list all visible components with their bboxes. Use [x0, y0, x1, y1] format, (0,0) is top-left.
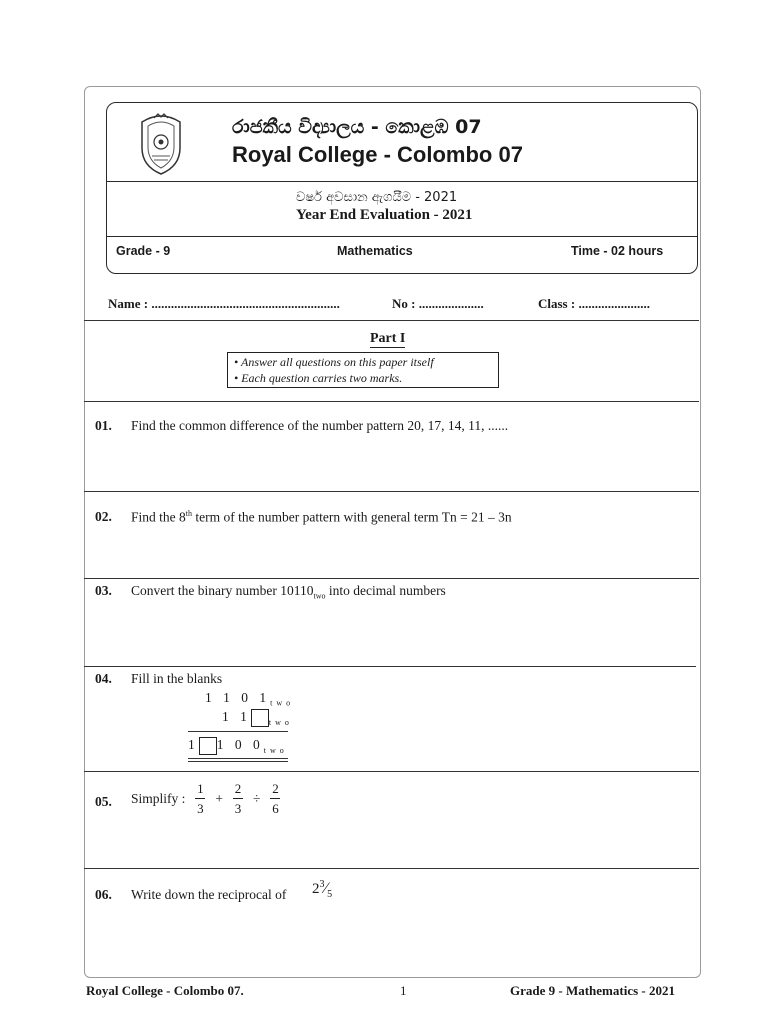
question-number: 01. — [95, 418, 112, 433]
question-text: Find the common difference of the number pattern 20, 17, 14, 11, ...... — [131, 418, 509, 433]
question-text-part: Convert the binary number 10110 — [131, 583, 314, 598]
section-divider — [84, 401, 699, 402]
addition-digits: 1 1 — [222, 709, 251, 725]
school-crest-icon — [134, 112, 188, 176]
question-text-part: Find the 8 — [131, 509, 186, 525]
blank-box[interactable] — [199, 737, 217, 755]
section-divider — [84, 578, 699, 579]
addition-digits: 1 0 0 — [216, 737, 264, 753]
question-text-part: term of the number pattern with general term Tn = 21 – 3n — [192, 509, 512, 525]
class-field[interactable]: Class : ...................... — [538, 296, 650, 311]
fraction — [233, 782, 243, 815]
question-number: 05. — [95, 794, 112, 809]
denominator: 5 — [327, 889, 333, 900]
page-number: 1 — [400, 983, 407, 998]
question-text: Fill in the blanks — [131, 671, 223, 686]
question-number: 03. — [95, 583, 112, 598]
header-divider — [106, 181, 698, 182]
question-text — [131, 583, 446, 601]
school-name-english: Royal College - Colombo 07 — [232, 142, 523, 167]
sum-line — [188, 761, 288, 762]
part-title: Part I — [370, 331, 406, 346]
exam-title-english: Year End Evaluation - 2021 — [296, 207, 473, 223]
fraction — [270, 782, 280, 815]
instruction-item: • Answer all questions on this paper itself — [234, 355, 434, 369]
subject-label: Mathematics — [337, 244, 413, 258]
operator: + — [215, 790, 224, 806]
addition-row — [205, 690, 294, 708]
subscript: two — [268, 717, 293, 727]
fraction — [195, 782, 205, 815]
question-text: Write down the reciprocal of — [131, 887, 287, 902]
question-text-part: into decimal numbers — [325, 583, 446, 598]
fraction-slash-icon: ⁄ — [324, 880, 328, 897]
denominator: 3 — [234, 801, 242, 816]
question-label: Simplify : — [131, 790, 186, 806]
operator: ÷ — [253, 790, 261, 806]
section-divider — [84, 666, 696, 667]
question-text — [131, 782, 280, 815]
header-divider — [106, 236, 698, 237]
number-field[interactable]: No : .................... — [392, 296, 484, 311]
addition-digits: 1 — [188, 737, 199, 753]
mixed-number — [312, 879, 332, 900]
section-divider — [84, 771, 699, 772]
footer-subject: Grade 9 - Mathematics - 2021 — [510, 983, 675, 998]
denominator: 3 — [197, 801, 204, 816]
numerator: 3 — [319, 879, 325, 890]
blank-box[interactable] — [251, 709, 269, 727]
numerator: 2 — [272, 781, 279, 796]
school-name-sinhala: රාජකීය විද්‍යාලය - කොළඹ 07 — [232, 116, 482, 138]
addition-row — [188, 737, 288, 755]
superscript: th — [185, 509, 192, 518]
addition-digits: 1 1 0 1 — [205, 690, 271, 705]
whole-part: 2 — [312, 881, 320, 897]
name-field[interactable]: Name : .......................................................... — [108, 296, 340, 311]
addition-row — [222, 709, 293, 727]
question-number: 02. — [95, 509, 112, 524]
time-label: Time - 02 hours — [571, 244, 664, 258]
section-divider — [84, 868, 699, 869]
sum-line — [188, 758, 288, 759]
subscript: two — [270, 698, 295, 708]
numerator: 2 — [234, 781, 242, 796]
question-number: 06. — [95, 887, 112, 902]
subscript: two — [263, 745, 288, 755]
numerator: 1 — [197, 781, 204, 796]
subscript: two — [313, 591, 326, 601]
exam-title-sinhala: වර්ෂ අවසාන ඇගයීම - 2021 — [296, 190, 458, 205]
footer-school: Royal College - Colombo 07. — [86, 983, 244, 998]
section-divider — [84, 320, 699, 321]
question-number: 04. — [95, 671, 112, 686]
denominator: 6 — [272, 801, 279, 816]
section-divider — [84, 491, 699, 492]
instructions-box — [227, 352, 499, 388]
grade-label: Grade - 9 — [116, 244, 171, 258]
instruction-item: • Each question carries two marks. — [234, 371, 403, 385]
question-text — [131, 509, 512, 526]
sum-line — [188, 731, 288, 732]
